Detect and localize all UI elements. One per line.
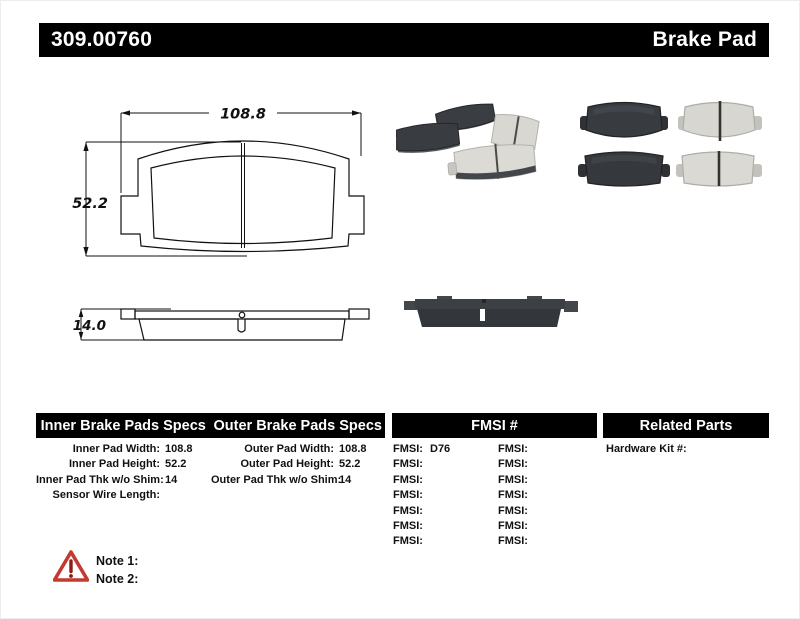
spec-row: Outer Pad Height: 52.2 (240, 458, 361, 471)
fmsi-row: FMSI: (393, 489, 423, 502)
related-parts-column (606, 442, 692, 457)
side-view-drawing (61, 294, 371, 346)
light-pad-photo (447, 141, 537, 183)
fmsi-left-column (393, 442, 450, 550)
fmsi-row: FMSI: (498, 520, 528, 533)
related-part-row: Hardware Kit #: (606, 443, 687, 455)
fmsi-row: FMSI: (498, 458, 528, 471)
note-row: Note 2: (96, 572, 139, 586)
fmsi-right-column (498, 442, 535, 550)
pad-side-photo (399, 293, 609, 345)
fmsi-header-bar (392, 413, 597, 438)
spec-row: Inner Pad Height: 52.2 (68, 458, 187, 471)
spec-row: Outer Pad Width: 108.8 (244, 443, 367, 455)
pad-backing-outline (121, 141, 364, 252)
fmsi-row: FMSI: (393, 473, 423, 486)
related-parts-header: Related Parts (639, 417, 733, 434)
fmsi-row: FMSI: (498, 504, 528, 517)
spec-row: Inner Pad Thk w/o Shim: 14 (36, 473, 178, 486)
fmsi-row: FMSI: (393, 535, 423, 548)
page-title: Brake Pad (652, 28, 757, 51)
fmsi-row: FMSI: (498, 473, 528, 486)
width-dimension-label: 108.8 (220, 106, 266, 123)
pads-flat-photo (566, 86, 778, 211)
dark-pad-photo (396, 121, 460, 156)
fmsi-header: FMSI # (471, 417, 518, 434)
fmsi-row: FMSI: (498, 443, 528, 455)
thickness-dimension-label: 14.0 (72, 318, 106, 334)
related-parts-header-bar (603, 413, 769, 438)
pad-friction-outline (151, 156, 335, 244)
part-number: 309.00760 (51, 28, 153, 51)
warning-icon (53, 549, 89, 583)
fmsi-row: FMSI: (393, 458, 423, 471)
fmsi-row: FMSI: (498, 535, 528, 548)
pads-perspective-photo (396, 94, 541, 196)
fmsi-row: FMSI: D76 (393, 443, 451, 455)
spec-row: Outer Pad Thk w/o Shim: 14 (211, 473, 352, 486)
height-dimension-label: 52.2 (72, 196, 108, 212)
note-row: Note 1: (96, 554, 139, 568)
fmsi-row: FMSI: (498, 489, 528, 502)
light-pad-photo (678, 101, 762, 141)
spec-row: Inner Pad Width: 108.8 (72, 443, 193, 455)
specs-header-bar (36, 413, 385, 438)
front-view-drawing (61, 96, 371, 261)
dark-pad-photo (578, 152, 670, 186)
spec-row: Sensor Wire Length: (52, 489, 160, 502)
outer-specs-header: Outer Brake Pads Specs (213, 417, 382, 434)
fmsi-row: FMSI: (393, 504, 423, 517)
title-bar (39, 23, 769, 57)
inner-specs-header: Inner Brake Pads Specs (40, 417, 206, 434)
inner-specs-column (36, 442, 193, 504)
fmsi-row: FMSI: (393, 520, 423, 533)
dark-pad-photo (580, 103, 668, 138)
pad-hole (239, 312, 245, 318)
friction-edge (139, 319, 345, 340)
notes-section (96, 552, 143, 588)
light-pad-photo (676, 151, 762, 186)
outer-specs-column (211, 442, 367, 488)
